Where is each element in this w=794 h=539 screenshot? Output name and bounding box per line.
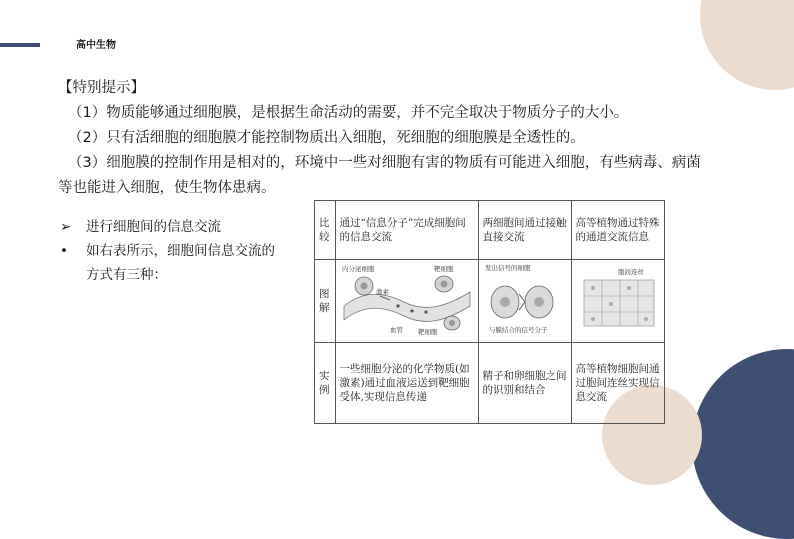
receiving-cell-nucleus-shape [534, 297, 544, 307]
cell-nucleus-shape [627, 286, 631, 290]
contact-diagram-svg [483, 262, 567, 336]
cell-signal-molecule: 通过“信息分子”完成细胞间的信息交流 [335, 201, 478, 260]
label-endocrine-cell: 内分泌细胞 [341, 265, 374, 273]
section-heading-text: 进行细胞间的信息交流 [86, 219, 221, 235]
dot-bullet-icon: • [60, 243, 68, 259]
contact-junction-shape [519, 294, 525, 310]
cell-example-plant: 高等植物细胞间通过胞间连丝实现信息交流 [571, 343, 664, 424]
decorative-circle-bottom-right-navy [692, 349, 794, 539]
table-row-example [315, 343, 665, 424]
row-label-example: 实 例 [315, 343, 336, 424]
row-label-compare: 比 较 [315, 201, 336, 260]
cell-nucleus-shape [591, 286, 595, 290]
hormone-molecule-shape [424, 310, 427, 313]
tip-item-1: （1）物质能够通过细胞膜，是根据生命活动的需要，并不完全取决于物质分子的大小。 [68, 105, 629, 121]
table-row-compare [315, 201, 665, 260]
cell-nucleus-shape [591, 317, 595, 321]
bullet-text-line-1: 如右表所示，细胞间信息交流的 [86, 243, 275, 259]
label-signal-molecule: 与膜结合的信号分子 [488, 326, 547, 334]
cell-plant-channel: 高等植物通过特殊的通道交流信息 [571, 201, 664, 260]
tips-block [58, 76, 758, 201]
cell-example-sperm-egg: 精子和卵细胞之间的识别和结合 [478, 343, 571, 424]
diagram-plasmodesmata [571, 260, 664, 343]
header-title: 高中生物 [76, 40, 116, 51]
tip-item-2: （2）只有活细胞的细胞膜才能控制物质出入细胞，死细胞的细胞膜是全透性的。 [68, 130, 585, 146]
hormone-molecule-shape [410, 309, 413, 312]
label-vessel: 血管 [389, 326, 403, 334]
label-plasmodesmata: 胞间连丝 [617, 268, 644, 276]
cell-nucleus-shape [644, 317, 648, 321]
cell-nucleus-shape [609, 302, 613, 306]
diagram-cell-contact [478, 260, 571, 343]
label-hormone: 激素 [375, 288, 389, 296]
section-heading [58, 215, 275, 239]
cell-example-hormone: 一些细胞分泌的化学物质(如激素)通过血液运送到靶细胞受体,实现信息传递 [335, 343, 478, 424]
comparison-table [314, 200, 665, 424]
target-nucleus-2-shape [449, 320, 455, 326]
tip-item-3-line-1: （3）细胞膜的控制作用是相对的，环境中一些对细胞有害的物质有可能进入细胞，有些病毒、病菌 [68, 155, 701, 171]
bullet-item [58, 239, 275, 263]
target-nucleus-1-shape [440, 281, 447, 288]
tip-item-3-line-2: 等也能进入细胞，使生物体患病。 [58, 180, 276, 196]
endocrine-nucleus-shape [360, 283, 367, 290]
plasmodesmata-diagram-svg [576, 262, 660, 336]
arrow-bullet-icon: ➢ [60, 219, 72, 235]
row-label-diagram: 图 解 [315, 260, 336, 343]
label-target-cell-2: 靶细胞 [417, 328, 437, 336]
side-notes [58, 215, 275, 287]
label-target-cell-1: 靶细胞 [433, 265, 453, 273]
tips-heading: 【特别提示】 [58, 80, 145, 96]
header-accent-line [0, 43, 40, 47]
hormone-diagram-svg [340, 262, 474, 336]
label-signal-cell: 发出信号的细胞 [484, 264, 530, 272]
table-row-diagram [315, 260, 665, 343]
bullet-text-line-2: 方式有三种： [86, 267, 167, 283]
diagram-hormone-signaling [335, 260, 478, 343]
signal-cell-nucleus-shape [500, 297, 510, 307]
cell-direct-contact: 两细胞间通过接触直接交流 [478, 201, 571, 260]
hormone-molecule-shape [396, 304, 399, 307]
